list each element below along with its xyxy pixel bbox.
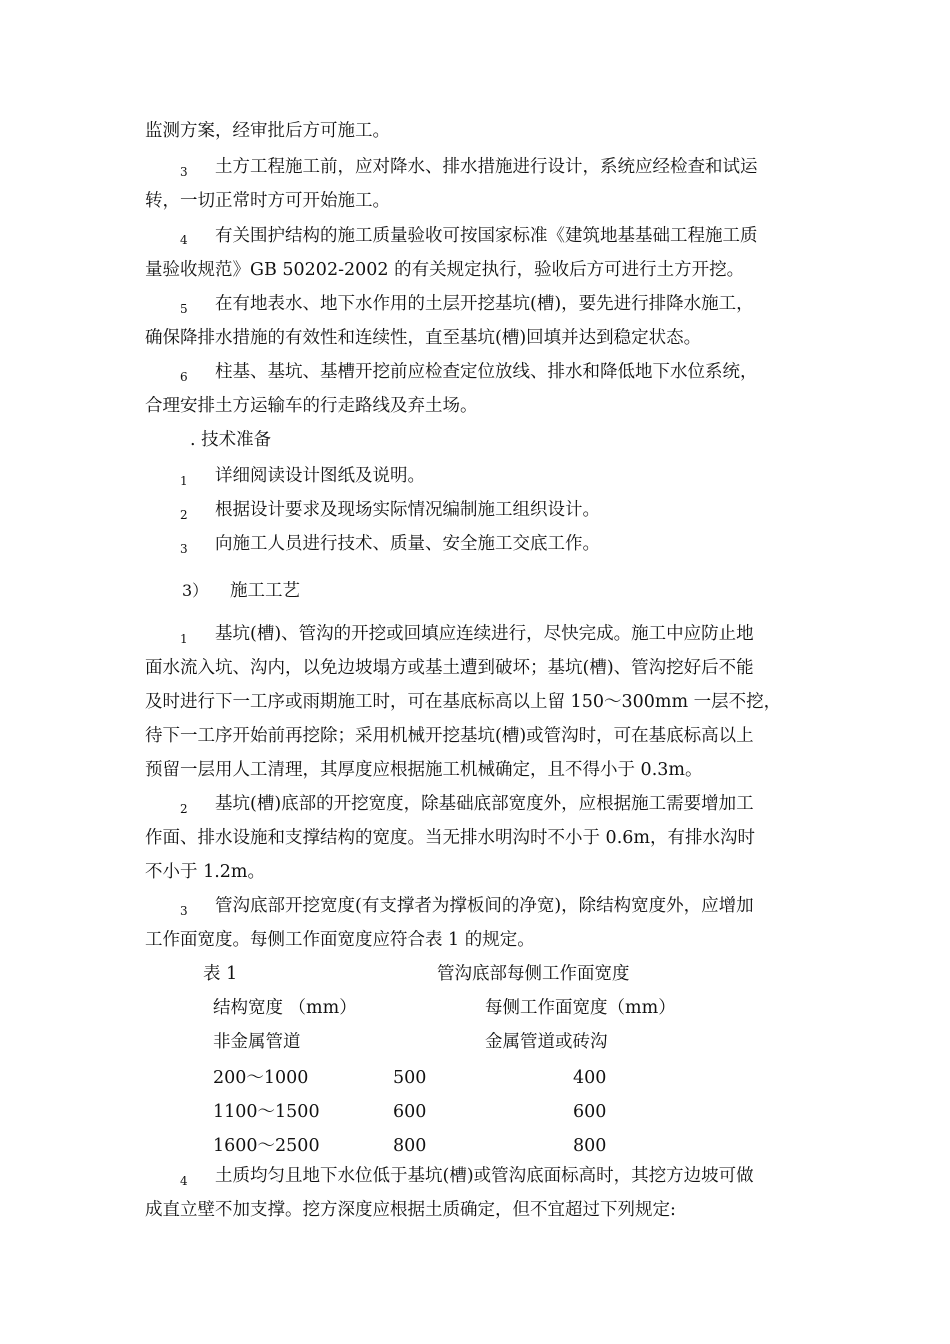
item-number: 3 [180,165,188,179]
table-cell: 600 [393,1102,427,1122]
table-subheader: 金属管道或砖沟 [485,1032,608,1052]
table-cell: 600 [573,1102,607,1122]
item-number: 1 [180,474,188,488]
paragraph-line: 成直立壁不加支撑。挖方深度应根据土质确定，但不宜超过下列规定: [145,1200,676,1220]
paragraph-line: 柱基、基坑、基槽开挖前应检查定位放线、排水和降低地下水位系统， [215,362,758,382]
item-number: 3 [180,542,188,556]
list-item: 详细阅读设计图纸及说明。 [215,466,425,486]
list-item: 向施工人员进行技术、质量、安全施工交底工作。 [215,534,600,554]
item-number: 4 [180,1174,188,1188]
paragraph-line: 不小于 1.2m。 [145,862,265,882]
item-number: 5 [180,302,188,316]
table-cell: 400 [573,1068,607,1088]
section-number: 3） [182,581,209,600]
item-number: 1 [180,632,188,646]
paragraph-line: 工作面宽度。每侧工作面宽度应符合表 1 的规定。 [145,930,535,950]
paragraph-line: 基坑(槽)、管沟的开挖或回填应连续进行，尽快完成。施工中应防止地 [215,624,754,644]
item-number: 6 [180,370,188,384]
paragraph-line: 待下一工序开始前再挖除；采用机械开挖基坑(槽)或管沟时，可在基底标高以上 [145,726,754,746]
table-cell: 1600～2500 [213,1136,320,1156]
paragraph-line: 及时进行下一工序或雨期施工时，可在基底标高以上留 150～300mm 一层不挖， [145,692,782,712]
paragraph-line: 监测方案，经审批后方可施工。 [145,121,390,141]
paragraph-line: 作面、排水设施和支撑结构的宽度。当无排水明沟时不小于 0.6m，有排水沟时 [145,828,755,848]
table-header: 结构宽度 （mm） [213,998,357,1018]
table-subheader: 非金属管道 [213,1032,301,1052]
paragraph-line: 预留一层用人工清理，其厚度应根据施工机械确定，且不得小于 0.3m。 [145,760,703,780]
paragraph-line: 面水流入坑、沟内，以免边坡塌方或基土遭到破坏；基坑(槽)、管沟挖好后不能 [145,658,754,678]
table-cell: 200～1000 [213,1068,309,1088]
list-item: 根据设计要求及现场实际情况编制施工组织设计。 [215,500,600,520]
table-caption: 管沟底部每侧工作面宽度 [437,964,630,984]
item-number: 2 [180,508,188,522]
table-header: 每侧工作面宽度（mm） [485,998,676,1018]
section-heading: . 技术准备 [190,430,272,450]
item-number: 2 [180,802,188,816]
paragraph-line: 基坑(槽)底部的开挖宽度，除基础底部宽度外，应根据施工需要增加工 [215,794,754,814]
section-heading: 施工工艺 [230,581,300,601]
paragraph-line: 确保降排水措施的有效性和连续性，直至基坑(槽)回填并达到稳定状态。 [145,328,702,348]
paragraph-line: 合理安排土方运输车的行走路线及弃土场。 [145,396,478,416]
paragraph-line: 转，一切正常时方可开始施工。 [145,191,390,211]
table-label: 表 1 [203,964,238,984]
item-number: 4 [180,233,188,247]
paragraph-line: 管沟底部开挖宽度(有支撑者为撑板间的净宽)，除结构宽度外，应增加 [215,896,754,916]
paragraph-line: 有关围护结构的施工质量验收可按国家标准《建筑地基基础工程施工质 [215,226,758,246]
table-cell: 500 [393,1068,427,1088]
paragraph-line: 土方工程施工前，应对降水、排水措施进行设计，系统应经检查和试运 [215,157,758,177]
table-cell: 800 [393,1136,427,1156]
paragraph-line: 土质均匀且地下水位低于基坑(槽)或管沟底面标高时，其挖方边坡可做 [215,1166,754,1186]
paragraph-line: 量验收规范》GB 50202-2002 的有关规定执行，验收后方可进行土方开挖。 [145,260,745,280]
paragraph-line: 在有地表水、地下水作用的土层开挖基坑(槽)，要先进行排降水施工， [215,294,754,314]
table-cell: 800 [573,1136,607,1156]
table-cell: 1100～1500 [213,1102,320,1122]
item-number: 3 [180,904,188,918]
